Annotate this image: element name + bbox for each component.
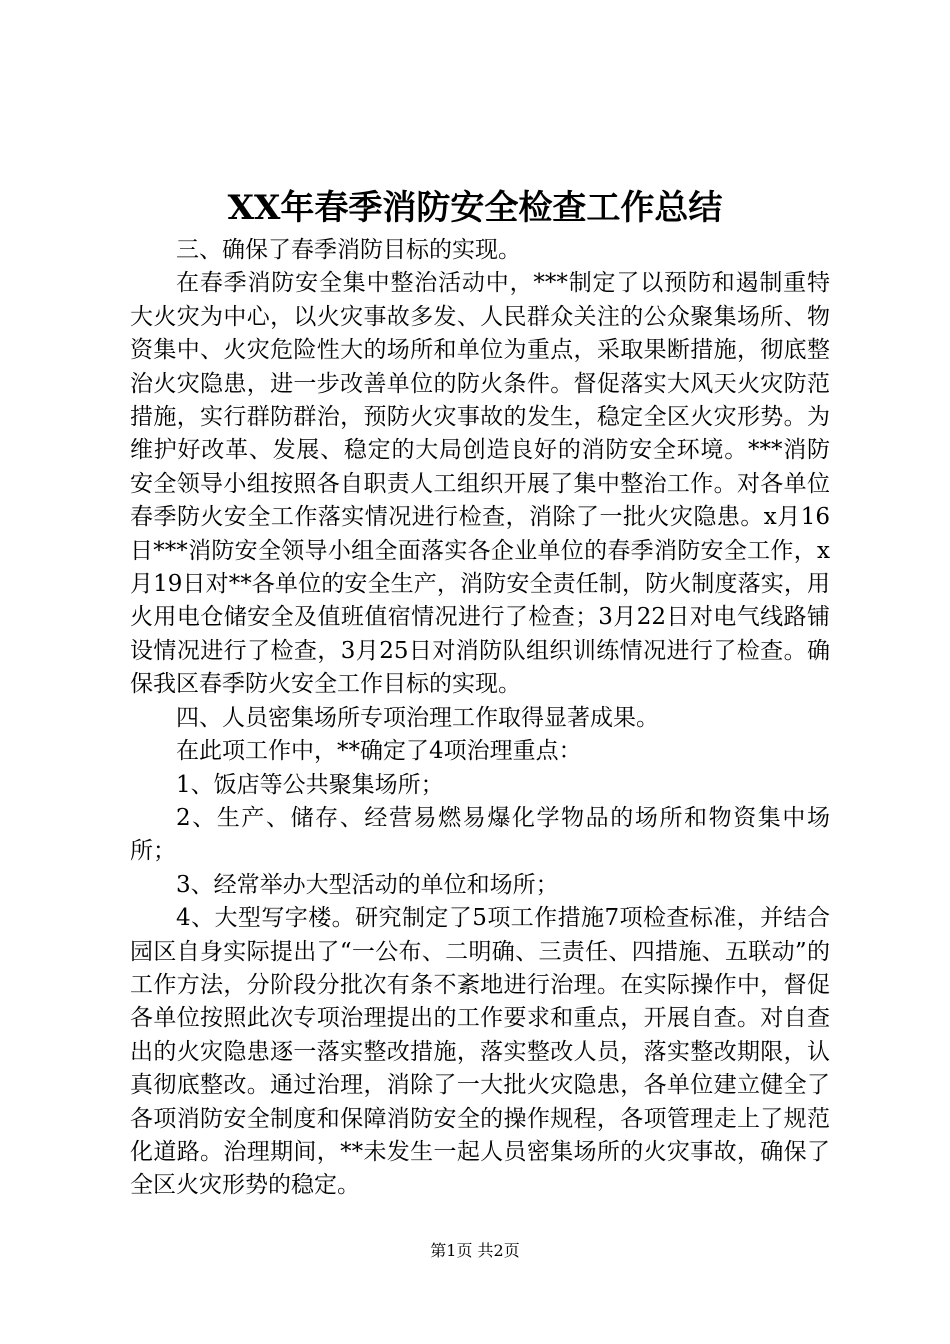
list-item-4: 4、大型写字楼。研究制定了5项工作措施7项检查标准，并结合园区自身实际提出了“一公布、二明确、三责任、四措施、五联动”的工作方法，分阶段分批次有条不紊地进行治理。在实际操作中，督促各单位按照此次专项治理提出的工作要求和重点，开展自查。对自查出的火灾隐患逐一落实整改措施，落实整改人员，落实整改期限，认真彻底整改。通过治理，消除了一大批火灾隐患，各单位建立健全了各项消防安全制度和保障消防安全的操作规程，各项管理走上了规范化道路。治理期间，**未发生一起人员密集场所的火灾事故，确保了全区火灾形势的稳定。 [130, 905, 830, 1199]
document-title: XX年春季消防安全检查工作总结 [227, 188, 723, 228]
paragraph-section-3-content: 在春季消防安全集中整治活动中，***制定了以预防和遏制重特大火灾为中心，以火灾事故多发、人民群众关注的公众聚集场所、物资集中、火灾危险性大的场所和单位为重点，采取果断措施，彻底整治火灾隐患，进一步改善单位的防火条件。督促落实大风天火灾防范措施，实行群防群治，预防火灾事故的发生，稳定全区火灾形势。为维护好改革、发展、稳定的大局创造良好的消防安全环境。***消防安全领导小组按照各自职责人工组织开展了集中整治工作。对各单位春季防火安全工作落实情况进行检查，消除了一批火灾隐患。x月16日***消防安全领导小组全面落实各企业单位的春季消防安全工作，x月19日对**各单位的安全生产，消防安全责任制，防火制度落实，用火用电仓储安全及值班值宿情况进行了检查；3月22日对电气线路铺设情况进行了检查，3月25日对消防队组织训练情况进行了检查。确保我区春季防火安全工作目标的实现。 [130, 270, 830, 698]
list-item-2: 2、生产、储存、经营易燃易爆化学物品的场所和物资集中场所； [130, 804, 830, 865]
list-item-3: 3、经常举办大型活动的单位和场所； [176, 871, 559, 898]
page-number-footer: 第1页 共2页 [430, 1241, 520, 1260]
paragraph-section-3-heading: 三、确保了春季消防目标的实现。 [176, 237, 521, 263]
document-body [130, 234, 830, 1203]
list-item-1: 1、饭店等公共聚集场所； [176, 771, 444, 798]
paragraph-section-4-intro: 在此项工作中，**确定了4项治理重点： [176, 738, 582, 765]
paragraph-section-4-heading: 四、人员密集场所专项治理工作取得显著成果。 [176, 704, 659, 731]
